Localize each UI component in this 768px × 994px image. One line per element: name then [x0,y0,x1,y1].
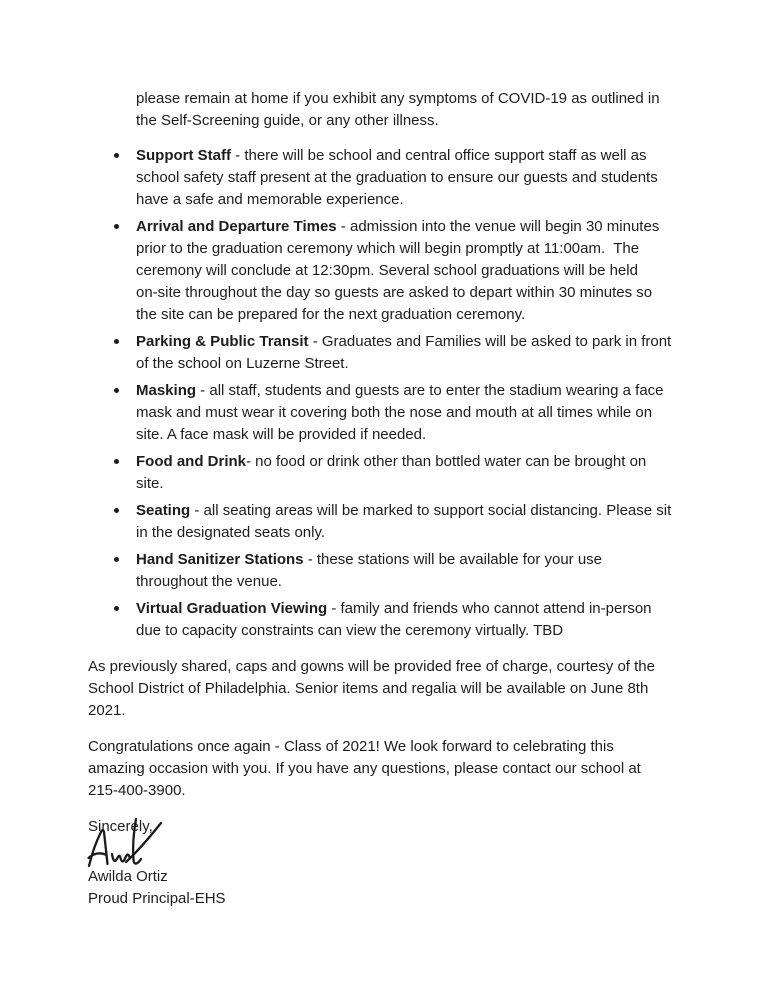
text-line: mask and must wear it covering both the nose and mouth at all times while on [136,404,653,421]
bullet-list [88,145,708,642]
bullet-text: - admission into the venue will begin 30 minutes [336,218,660,235]
text-line: School District of Philadelphia. Senior items and regalia will be available on June 8th [88,680,649,697]
paragraph [88,656,708,722]
text-line: please remain at home if you exhibit any symptoms of COVID-19 as outlined in [136,90,660,107]
bullet-term: Virtual Graduation Viewing [136,600,328,617]
text-line: As previously shared, caps and gowns will be provided free of charge, courtesy of the [88,658,655,675]
intro-paragraph [136,88,708,132]
text-line: throughout the venue. [136,573,282,590]
bullet-term: Arrival and Departure Times [136,218,337,235]
list-item [88,216,708,326]
letter-body [88,88,708,910]
text-line [136,500,708,522]
bullet-icon [114,459,119,464]
text-line: school safety staff present at the graduation to ensure our guests and students [136,169,658,186]
bullet-icon [114,557,119,562]
signer-name: Awilda Ortiz [88,868,168,885]
bullet-icon [114,339,119,344]
salutation: Sincerely, [88,818,153,835]
handwritten-signature-icon [86,815,174,871]
text-line [136,145,708,167]
list-item [88,380,708,446]
text-line: ceremony will conclude at 12:30pm. Several school graduations will be held [136,262,638,279]
bullet-icon [114,606,119,611]
bullet-text: - family and friends who cannot attend in-person [327,600,652,617]
text-line [136,216,708,238]
text-line [136,380,708,402]
text-line: due to capacity constraints can view the ceremony virtually. TBD [136,622,564,639]
text-line: 215-400-3900. [88,782,186,799]
bullet-text: - Graduates and Families will be asked to park in front [308,333,672,350]
paragraph [88,736,708,802]
text-line [136,451,708,473]
text-line: 2021. [88,702,126,719]
bullet-text: - all staff, students and guests are to enter the stadium wearing a face [196,382,664,399]
bullet-icon [114,508,119,513]
list-item [88,331,708,375]
text-line [136,549,708,571]
text-line: the site can be prepared for the next graduation ceremony. [136,306,526,323]
text-line: in the designated seats only. [136,524,326,541]
signer-title: Proud Principal-EHS [88,890,226,907]
bullet-term: Masking [136,382,197,399]
text-line: of the school on Luzerne Street. [136,355,349,372]
bullet-icon [114,388,119,393]
text-line: amazing occasion with you. If you have any questions, please contact our school at [88,760,641,777]
text-line: site. [136,475,164,492]
text-line: on-site throughout the day so guests are asked to depart within 30 minutes so [136,284,653,301]
bullet-icon [114,224,119,229]
text-line: site. A face mask will be provided if needed. [136,426,427,443]
bullet-term: Parking & Public Transit [136,333,309,350]
list-item [88,500,708,544]
list-item [88,549,708,593]
bullet-term: Seating [136,502,191,519]
text-line: have a safe and memorable experience. [136,191,404,208]
bullet-text: - all seating areas will be marked to support social distancing. Please sit [190,502,672,519]
text-line: the Self-Screening guide, or any other illness. [136,112,439,129]
list-item [88,451,708,495]
list-item [88,145,708,211]
bullet-icon [114,153,119,158]
bullet-text: - these stations will be available for your use [303,551,603,568]
text-line [136,331,708,353]
signature-block [88,816,708,910]
bullet-text: - no food or drink other than bottled water can be brought on [246,453,647,470]
bullet-term: Support Staff [136,147,231,164]
bullet-text: - there will be school and central office support staff as well as [231,147,647,164]
text-line: Congratulations once again - Class of 2021! We look forward to celebrating this [88,738,614,755]
signature-area [88,838,708,866]
bullet-term: Hand Sanitizer Stations [136,551,304,568]
bullet-term: Food and Drink [136,453,246,470]
text-line: prior to the graduation ceremony which will begin promptly at 11:00am. The [136,240,640,257]
text-line [136,598,708,620]
list-item [88,598,708,642]
